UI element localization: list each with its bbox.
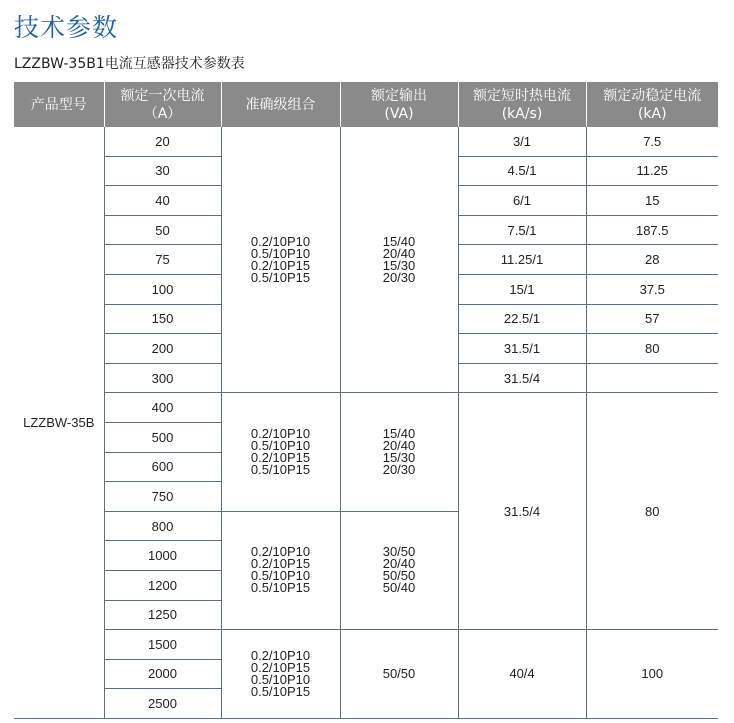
output-line: 20/30 (382, 462, 416, 478)
current-cell: 1200 (104, 570, 221, 600)
table-bottom-rule (14, 718, 718, 719)
accuracy-line: 0.5/10P10 (250, 671, 311, 687)
output-line: 20/40 (382, 245, 416, 261)
current-cell: 600 (104, 452, 221, 482)
accuracy-line: 0.5/10P15 (250, 683, 311, 699)
dynamic-cell: 37.5 (586, 274, 718, 304)
current-cell: 2500 (104, 689, 221, 719)
header-thermal-line2: (kA/s) (501, 105, 543, 122)
output-line: 15/30 (382, 450, 416, 466)
header-row (14, 82, 718, 127)
table-row (14, 630, 718, 660)
header-current-line2: （A） (143, 105, 182, 122)
output-line: 20/40 (382, 438, 416, 454)
table-row (14, 127, 718, 156)
header-current (104, 82, 221, 127)
output-cell (340, 630, 458, 719)
accuracy-line: 0.5/10P15 (250, 580, 311, 596)
accuracy-cell (221, 630, 340, 719)
current-cell: 100 (104, 274, 221, 304)
header-output (340, 82, 458, 127)
thermal-cell: 6/1 (458, 186, 586, 216)
current-cell: 1000 (104, 541, 221, 571)
output-cell (340, 393, 458, 511)
current-cell: 400 (104, 393, 221, 423)
page-title: 技术参数 (14, 13, 119, 42)
current-cell: 800 (104, 511, 221, 541)
accuracy-line: 0.2/10P10 (250, 426, 311, 442)
current-cell: 750 (104, 482, 221, 512)
output-line: 50/40 (382, 580, 416, 596)
accuracy-line: 0.5/10P15 (250, 269, 311, 285)
dynamic-cell: 187.5 (586, 215, 718, 245)
current-cell: 150 (104, 304, 221, 334)
accuracy-cell (221, 127, 340, 393)
bottom-rule-cell (14, 718, 718, 719)
accuracy-line: 0.2/10P10 (250, 544, 311, 560)
header-output-line2: (VA) (384, 105, 414, 122)
dynamic-cell: 80 (586, 334, 718, 364)
spec-table (14, 82, 718, 719)
accuracy-cell (221, 393, 340, 511)
accuracy-line: 0.5/10P10 (250, 245, 311, 261)
thermal-cell: 3/1 (458, 127, 586, 156)
dynamic-cell: 11.25 (586, 156, 718, 186)
header-output-line1: 额定输出 (371, 87, 427, 104)
dynamic-cell: 28 (586, 245, 718, 275)
accuracy-line: 0.2/10P10 (250, 233, 311, 249)
current-cell: 50 (104, 215, 221, 245)
output-cell (340, 127, 458, 393)
dynamic-cell: 57 (586, 304, 718, 334)
header-dynamic-line2: (kA) (637, 105, 667, 122)
header-model (14, 82, 104, 127)
thermal-cell: 31.5/4 (458, 393, 586, 630)
output-line: 15/40 (382, 426, 416, 442)
dynamic-cell: 15 (586, 186, 718, 216)
accuracy-cell (221, 511, 340, 629)
dynamic-cell: 100 (586, 630, 718, 719)
header-accuracy (221, 82, 340, 127)
output-line: 15/30 (382, 257, 416, 273)
thermal-cell: 4.5/1 (458, 156, 586, 186)
output-line: 30/50 (382, 544, 416, 560)
current-cell: 75 (104, 245, 221, 275)
output-line: 15/40 (382, 233, 416, 249)
output-line: 50/50 (382, 666, 416, 682)
accuracy-line: 0.5/10P10 (250, 568, 311, 584)
current-cell: 500 (104, 422, 221, 452)
accuracy-line: 0.2/10P10 (250, 647, 311, 663)
accuracy-line: 0.2/10P15 (250, 257, 311, 273)
output-cell (340, 511, 458, 629)
header-thermal-line1: 额定短时热电流 (473, 87, 571, 104)
current-cell: 1250 (104, 600, 221, 630)
accuracy-line: 0.2/10P15 (250, 556, 311, 572)
current-cell: 30 (104, 156, 221, 186)
output-line: 20/40 (382, 556, 416, 572)
thermal-cell: 31.5/1 (458, 334, 586, 364)
header-dynamic (586, 82, 718, 127)
output-line: 20/30 (382, 269, 416, 285)
thermal-cell: 40/4 (458, 630, 586, 719)
thermal-cell: 31.5/4 (458, 363, 586, 393)
dynamic-cell: 80 (586, 393, 718, 630)
current-cell: 40 (104, 186, 221, 216)
accuracy-line: 0.2/10P15 (250, 450, 311, 466)
table-row (14, 393, 718, 423)
header-current-line1: 额定一次电流 (120, 87, 205, 104)
header-accuracy-line: 准确级组合 (245, 96, 316, 113)
current-cell: 2000 (104, 659, 221, 689)
current-cell: 200 (104, 334, 221, 364)
model-cell: LZZBW-35B (23, 414, 95, 430)
table-title: LZZBW-35B1电流互感器技术参数表 (14, 56, 245, 72)
accuracy-line: 0.5/10P10 (250, 438, 311, 454)
thermal-cell: 7.5/1 (458, 215, 586, 245)
output-line: 50/50 (382, 568, 416, 584)
accuracy-line: 0.2/10P15 (250, 659, 311, 675)
header-thermal (458, 82, 586, 127)
header-dynamic-line1: 额定动稳定电流 (603, 87, 702, 104)
dynamic-cell: 7.5 (586, 127, 718, 156)
dynamic-cell (586, 363, 718, 393)
current-cell: 20 (104, 127, 221, 156)
thermal-cell: 22.5/1 (458, 304, 586, 334)
header-model-line: 产品型号 (30, 96, 87, 113)
current-cell: 300 (104, 363, 221, 393)
thermal-cell: 15/1 (458, 274, 586, 304)
current-cell: 1500 (104, 630, 221, 660)
thermal-cell: 11.25/1 (458, 245, 586, 275)
accuracy-line: 0.5/10P15 (250, 462, 311, 478)
